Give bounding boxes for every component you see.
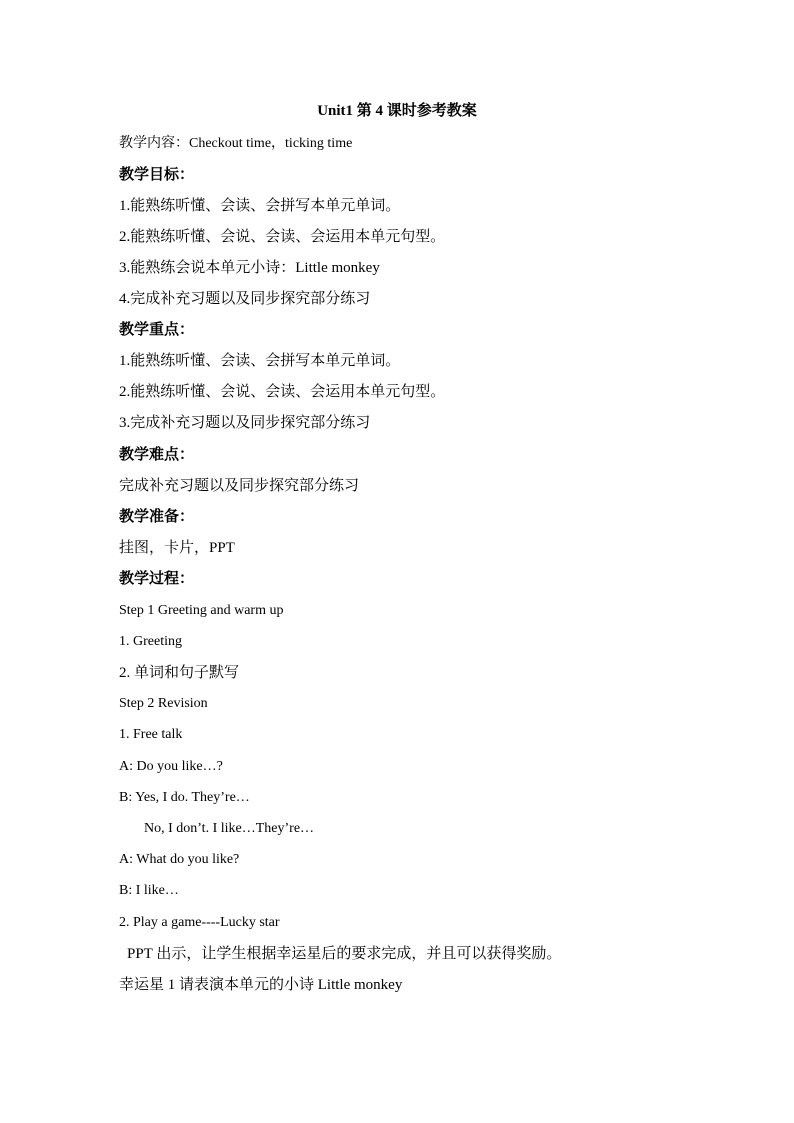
goal-item-3: 3.能熟练会说本单元小诗：Little monkey [119,260,380,276]
step-2-item-1: 1. Free talk [119,727,183,742]
heading-key-points: 教学重点： [119,322,195,338]
key-point-item-1: 1.能熟练听懂、会读、会拼写本单元单词。 [119,353,401,369]
preparation-item: 挂图，卡片，PPT [119,540,235,556]
lucky-star-1-line: 幸运星 1 请表演本单元的小诗 Little monkey [119,977,403,993]
heading-teaching-goals: 教学目标： [119,167,195,183]
document-title: Unit1 第 4 课时参考教案 [317,103,477,119]
dialogue-line-a2: A: What do you like? [119,852,240,867]
heading-preparation: 教学准备： [119,509,195,525]
step-2-item-2: 2. Play a game----Lucky star [119,915,280,930]
goal-item-4: 4.完成补充习题以及同步探究部分练习 [119,291,371,307]
dialogue-line-b2: B: I like… [119,883,179,898]
key-point-item-2: 2.能熟练听懂、会说、会读、会运用本单元句型。 [119,384,446,400]
goal-item-1: 1.能熟练听懂、会读、会拼写本单元单词。 [119,198,401,214]
difficulty-item: 完成补充习题以及同步探究部分练习 [119,478,360,494]
dialogue-line-b1-alt: No, I don’t. I like…They’re… [144,821,315,836]
ppt-instruction-line: PPT 出示，让学生根据幸运星后的要求完成，并且可以获得奖励。 [127,946,562,962]
heading-difficulties: 教学难点： [119,447,195,463]
heading-process: 教学过程： [119,571,195,587]
dialogue-line-b1: B: Yes, I do. They’re… [119,790,250,805]
teaching-content-line: 教学内容：Checkout time，ticking time [119,136,353,151]
step-1-item-1: 1. Greeting [119,634,182,649]
step-1-heading: Step 1 Greeting and warm up [119,603,284,618]
step-2-heading: Step 2 Revision [119,696,208,711]
key-point-item-3: 3.完成补充习题以及同步探究部分练习 [119,415,371,431]
dialogue-line-a1: A: Do you like…? [119,759,223,774]
step-1-item-2: 2. 单词和句子默写 [119,665,240,681]
goal-item-2: 2.能熟练听懂、会说、会读、会运用本单元句型。 [119,229,446,245]
